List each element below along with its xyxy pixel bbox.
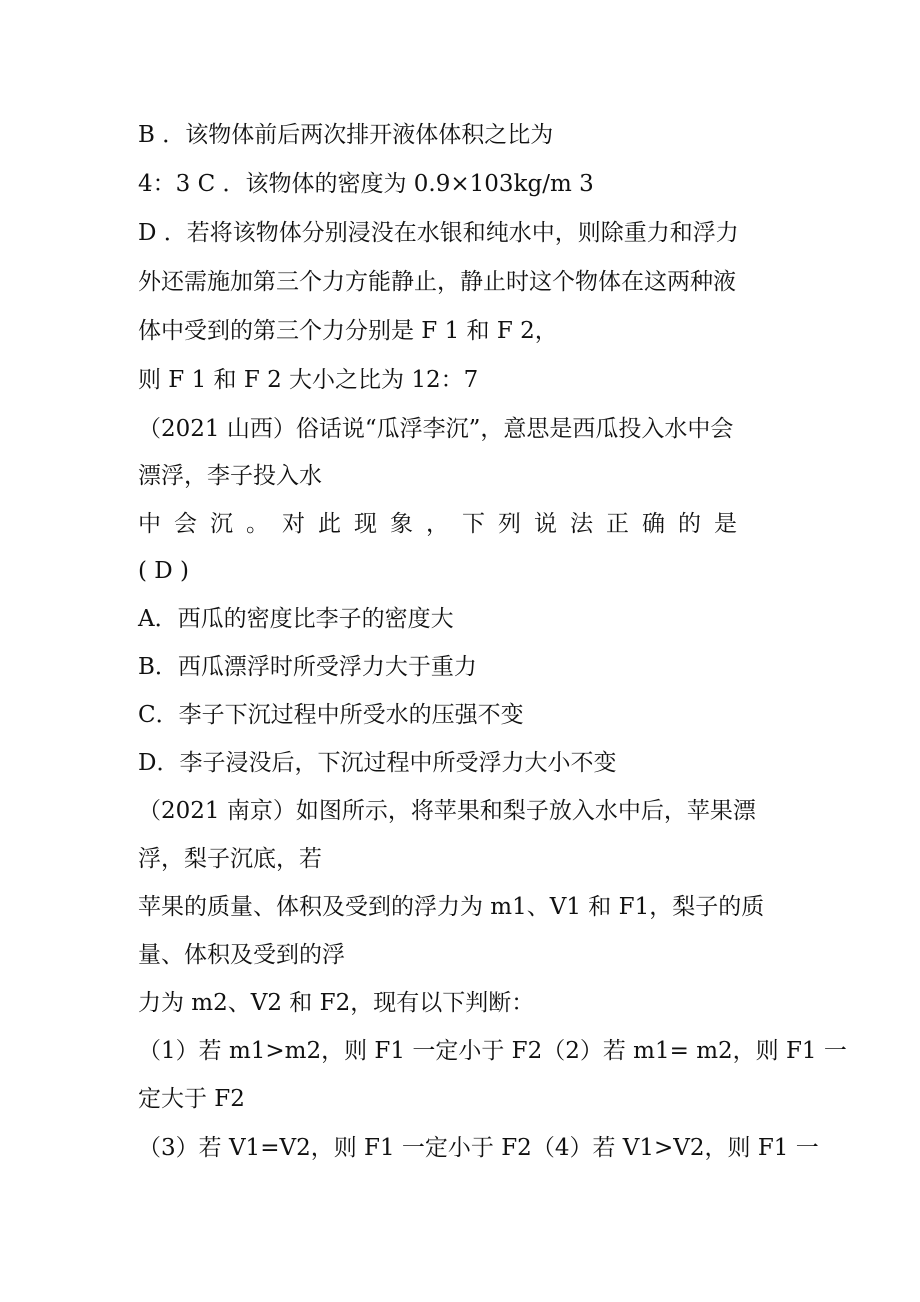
text-line: 体中受到的第三个力分别是 F 1 和 F 2， xyxy=(138,318,558,344)
option-d: D．李子浸没后，下沉过程中所受浮力大小不变 xyxy=(138,750,617,776)
judgement-line: （1）若 m1>m2，则 F1 一定小于 F2（2）若 m1= m2，则 F1 一 xyxy=(138,1038,847,1064)
text-line: 漂浮，李子投入水 xyxy=(138,463,322,489)
text-line: 则 F 1 和 F 2 大小之比为 12：7 xyxy=(138,367,479,393)
judgement-line: （3）若 V1=V2，则 F1 一定小于 F2（4）若 V1>V2，则 F1 一 xyxy=(138,1135,819,1161)
answer-line: ( D ) xyxy=(138,558,190,584)
option-b: B．西瓜漂浮时所受浮力大于重力 xyxy=(138,654,477,680)
text-line: 4：3 C ．该物体的密度为 0.9×103kg/m 3 xyxy=(138,171,594,197)
text-line: 中会沉。对此现象，下列说法正确的是 xyxy=(138,511,750,537)
text-line: 外还需施加第三个力方能静止，静止时这个物体在这两种液 xyxy=(138,269,736,295)
option-a: A．西瓜的密度比李子的密度大 xyxy=(138,606,454,632)
question-heading: （2021 山西）俗话说“瓜浮李沉”，意思是西瓜投入水中会 xyxy=(138,416,734,442)
text-line: 量、体积及受到的浮 xyxy=(138,942,345,968)
text-line: 浮，梨子沉底，若 xyxy=(138,846,322,872)
option-c: C．李子下沉过程中所受水的压强不变 xyxy=(138,702,524,728)
text-line: 苹果的质量、体积及受到的浮力为 m1、V1 和 F1，梨子的质 xyxy=(138,894,765,920)
question-heading: （2021 南京）如图所示，将苹果和梨子放入水中后，苹果漂 xyxy=(138,798,756,824)
text-line: B ．该物体前后两次排开液体体积之比为 xyxy=(138,122,554,148)
text-line: D ．若将该物体分别浸没在水银和纯水中，则除重力和浮力 xyxy=(138,220,739,246)
judgement-line: 定大于 F2 xyxy=(138,1086,245,1112)
text-line: 力为 m2、V2 和 F2，现有以下判断： xyxy=(138,990,535,1016)
